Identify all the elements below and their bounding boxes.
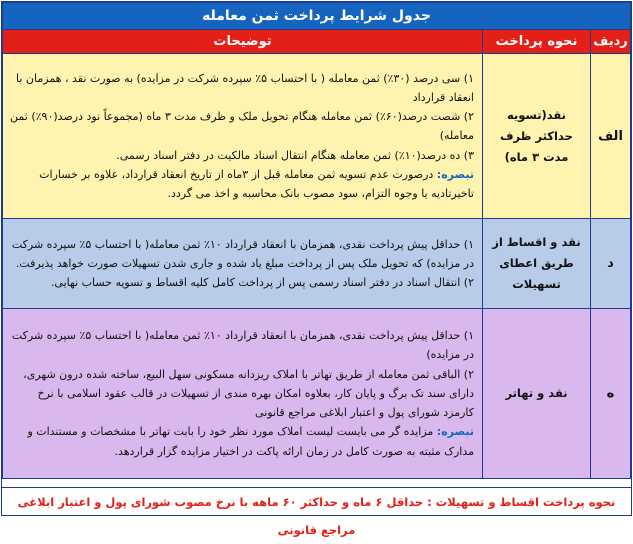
description-item: ۱) حداقل پیش پرداخت نقدی، همزمان با انعقاد قرارداد ۱۰٪ ثمن معامله( با احتساب ۵٪ سپرده شرکت در مزایده) [11,329,474,362]
method-line: نقد(تسویه [506,107,567,122]
description-note [9,422,474,460]
description-note [9,165,474,203]
description-item: ۲) شصت درصد(۶۰٪) ثمن معامله هنگام تحویل ملک و ظرف مدت ۳ ماه (مجموعاً نود درصد(۹۰٪) ثمن معامله) [10,110,474,143]
header-index: ردیف [591,30,631,54]
header-description: توضیحات [3,30,483,54]
row-method [483,219,591,309]
table-row [3,54,631,219]
note-text: درصورت عدم تسویه ثمن معامله قبل از ۳ماه از تاریخ انعقاد قرارداد، علاوه بر خسارات تاخیرتادیه یا وجوه التزام، سود مصوب بانک محاسبه و اخذ می گردد. [39,167,474,200]
row-index: الف [591,54,631,219]
method-line: نقد و اقساط از [492,235,581,249]
header-method: نحوه پرداخت [483,30,591,54]
description-item: ۳) ده درصد(۱۰٪) ثمن معامله هنگام انتقال اسناد مالکیت در دفتر اسناد رسمی. [116,148,474,162]
row-index: د [591,219,631,309]
row-description [3,309,483,479]
description-item: ۲) انتقال اسناد در دفتر اسناد رسمی پس از پرداخت کامل کلیه اقساط و تسویه حساب نهایی. [50,276,474,290]
row-description [3,219,483,309]
method-line: تسهیلات [512,277,561,291]
payment-terms-table [2,2,631,479]
row-method [483,54,591,219]
table-row [3,309,631,479]
table-row [3,219,631,309]
method-line: طریق اعطای [499,256,574,270]
payment-terms-table-frame [1,1,632,537]
note-text: مزایده گر می بایست لیست املاک مورد نظر خود را بابت تهاتر با مشخصات و مستندات و مدارک مثبته به صورت کامل در زمان ارائه پاکت در اختیار مزایده گزار قراردهد. [27,425,474,458]
method-line: مدت ۳ ماه) [504,149,569,164]
note-label: تبصره: [436,167,474,181]
method-line: حداکثر ظرف [500,128,573,143]
table-title: جدول شرایط پرداخت ثمن معامله [3,3,631,30]
description-item: ۱) سی درصد (۳۰٪) ثمن معامله ( با احتساب ۵٪ سپرده شرکت در مزایده) به صورت نقد ، همزمان با انعقاد قرارداد [16,71,474,104]
row-index: ه [591,309,631,479]
row-method [483,309,591,479]
note-label: تبصره: [436,425,474,439]
method-line: نقد و تهاتر [505,386,568,400]
description-item: ۱) حداقل پیش پرداخت نقدی، همزمان با انعقاد قرارداد ۱۰٪ ثمن معامله( با احتساب ۵٪ سپرده شرکت در مزایده) که تحویل ملک پس از پرداخت مبلغ یاد شده و جاری شدن تسهیلات صورت خواهد پذیرفت. [11,237,474,270]
installments-footer-note: نحوه پرداخت اقساط و تسهیلات : حداقل ۶ ماه و حداکثر ۶۰ ماهه با نرخ مصوب شورای پول و اعتبار ابلاغی مراجع قانونی [2,487,631,515]
row-description [3,54,483,219]
description-item: ۲) الباقی ثمن معامله از طریق تهاتر با املاک ریزدانه مسکونی سهل البیع، ساخته شده درون شهری، دارای سند تک برگ و پایان کار، بعلاوه امکان بهره مندی از تسهیلات در قالب عقود اسلامی با نرخ کارمزد شورای پول و اعتبار ابلاغی مراجع قانونی [23,367,474,420]
